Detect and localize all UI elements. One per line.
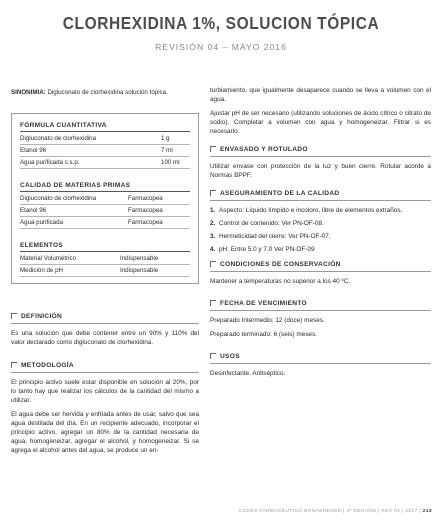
section-corner-icon: [210, 353, 216, 359]
definicion-text: Es una solución que debe contener entre un 90% y 110% del valor declarado como digluconato de clorhexidina.: [11, 330, 199, 346]
metodologia-paragraph-1: El principio activo suele estar disponible en solución al 20%, por lo tanto hay que realizar los cálculos de la cantidad del mismo a utilizar.: [11, 379, 199, 404]
table-row: [20, 133, 190, 145]
ingredient-name: Digluconato de clorhexidina: [20, 135, 97, 142]
vencimiento-heading: [210, 299, 431, 311]
element-name: Medición de pH: [20, 267, 63, 274]
conservacion-heading: [210, 260, 431, 272]
definicion-heading-text: DEFINICIÓN: [21, 313, 63, 320]
section-corner-icon: [210, 146, 216, 152]
metodologia-heading-text: METODOLOGÍA: [21, 362, 74, 369]
material-quality: Farmacopea: [128, 219, 163, 226]
table-row: [20, 265, 190, 277]
ingredient-qty: 100 ml: [161, 159, 180, 166]
list-item: [210, 206, 431, 215]
element-status: Indispensable: [120, 267, 159, 274]
monograph-title: CLORHEXIDINA 1%, SOLUCION TÓPICA: [62, 14, 380, 34]
envasado-heading-text: ENVASADO Y ROTULADO: [220, 146, 308, 153]
vencimiento-line-2: Preparado terminado: 6 (seis) meses.: [210, 331, 317, 338]
vencimiento-heading-text: FECHA DE VENCIMIENTO: [220, 300, 307, 307]
metodologia-paragraph-4: Ajustar pH de ser necesario (utilizando soluciones de ácido cítrico o citrato de sodio). Completar a volumen con agua y homogeneizar. Filtrar si es necesario.: [210, 110, 431, 135]
table-row: [20, 217, 190, 229]
left-column: [11, 88, 199, 460]
ingredient-name: Etanol 96: [20, 147, 47, 154]
list-item: [210, 232, 431, 241]
list-text: Control de contenido: Ver PN-OF-08.: [219, 220, 324, 227]
list-text: Hermeticidad del cierre: Ver PN-OF-07.: [219, 233, 331, 240]
calidad-heading-text: ASEGURAMIENTO DE LA CALIDAD: [220, 190, 340, 197]
material-name: Etanol 96: [20, 207, 47, 214]
page-footer: [239, 509, 432, 514]
material-name: Digluconato de clorhexidina: [20, 195, 97, 202]
element-name: Material Volumétrico: [20, 255, 77, 262]
ingredient-qty: 7 ml: [161, 147, 173, 154]
list-text: pH: Entre 5.0 y 7.0 Ver PN-OF-09: [219, 246, 315, 253]
ingredient-name: Agua purificada c.s.p.: [20, 159, 80, 166]
usos-heading-text: USOS: [220, 353, 240, 360]
metodologia-paragraph-2: El agua debe ser hervida y enfriada antes de usar, salvo que sea agua destilada del día. En un recipiente adecuado, incorporar el principio activo, agregar un 80% de la cantidad necesaria de agua, homogeneizar, agregar el alcohol, y homogeneizar. Si se agrega el alcohol antes del agua, se produce un en-: [11, 411, 199, 454]
section-corner-icon: [11, 362, 17, 368]
envasado-heading: [210, 145, 431, 157]
usos-text: Desinfectante. Antiséptico.: [210, 370, 286, 377]
conservacion-heading-text: CONDICIONES DE CONSERVACIÓN: [220, 261, 341, 268]
table-row: [20, 253, 190, 265]
material-name: Agua purificada: [20, 219, 63, 226]
table-row: [20, 157, 190, 169]
list-number: 2.: [210, 220, 216, 227]
revision-subtitle: REVISIÓN 04 – MAYO 2016: [155, 42, 287, 52]
sinonimia-label: SINONIMIA:: [11, 89, 46, 96]
section-corner-icon: [210, 300, 216, 306]
calidad-heading: [210, 189, 431, 201]
material-quality: Farmacopea: [128, 207, 163, 214]
materias-heading: CALIDAD DE MATERIAS PRIMAS: [20, 181, 190, 192]
vencimiento-line-1: Preparado Intermedio: 12 (doce) meses.: [210, 317, 325, 324]
list-number: 1.: [210, 207, 216, 214]
formula-box: [11, 113, 199, 284]
list-item: [210, 219, 431, 228]
section-corner-icon: [210, 261, 216, 267]
metodologia-paragraph-3: turbiamiento, que igualmente desaparece cuando se lleva a volumen con el agua.: [210, 87, 431, 103]
page-number: 213: [422, 509, 432, 514]
list-number: 4.: [210, 246, 216, 253]
elementos-heading: ELEMENTOS: [20, 241, 190, 252]
list-item: [210, 245, 431, 254]
footer-text: CODEX FARMACÉUTICO BONAERENSE | 3ª EDICIÓN | REV 01 | 2017 |: [238, 509, 423, 514]
list-number: 3.: [210, 233, 216, 240]
ingredient-qty: 1 g: [161, 135, 170, 142]
table-row: [20, 193, 190, 205]
table-row: [20, 145, 190, 157]
element-status: Indispensable: [120, 255, 159, 262]
sinonimia: [11, 88, 199, 97]
envasado-text: Utilizar envase con protección de la luz y buen cierre. Rotular acorde a Normas BPPF.: [210, 163, 431, 179]
metodologia-heading: [11, 361, 199, 373]
formula-heading: FÓRMULA CUANTITATIVA: [20, 121, 190, 132]
section-corner-icon: [11, 313, 17, 319]
definicion-heading: [11, 312, 199, 324]
usos-heading: [210, 352, 431, 364]
calidad-list: [210, 206, 431, 254]
section-corner-icon: [210, 190, 216, 196]
material-quality: Farmacopea: [128, 195, 163, 202]
list-text: Aspecto: Líquido límpido e incoloro, libre de elementos extraños.: [219, 207, 403, 214]
table-row: [20, 205, 190, 217]
conservacion-text: Mantener a temperaturas no superior a los 40 ºC.: [210, 278, 351, 285]
sinonimia-text: Digluconato de clorhexidina solución tópica.: [45, 89, 168, 96]
right-column: [210, 86, 431, 383]
